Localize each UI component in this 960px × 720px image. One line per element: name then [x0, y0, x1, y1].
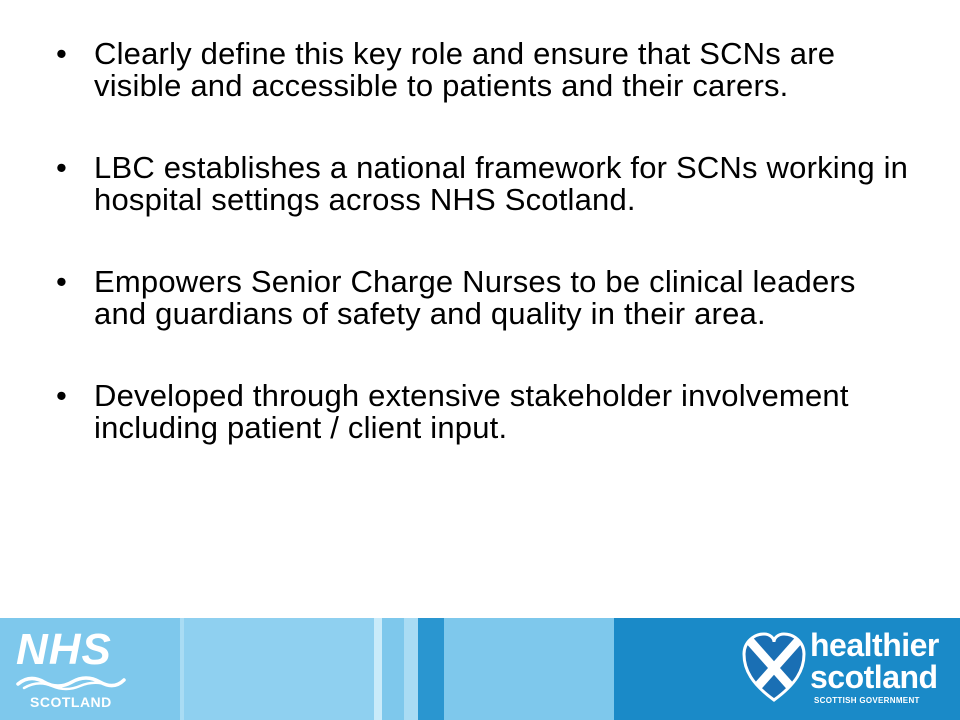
footer-band: [184, 618, 374, 720]
bullet-dot: •: [56, 150, 68, 185]
bullet-item: [56, 266, 916, 330]
healthier-scotland-line1: healthier: [810, 627, 939, 663]
bullet-dot: •: [56, 36, 68, 71]
healthier-scotland-line2: scotland: [810, 659, 938, 695]
saltire-heart-icon: [742, 632, 806, 704]
footer-band: [404, 618, 418, 720]
healthier-scotland-subtitle: SCOTTISH GOVERNMENT: [814, 696, 920, 705]
nhs-logo-title: NHS: [16, 625, 112, 674]
footer-band: [374, 618, 382, 720]
healthier-scotland-logo: [742, 624, 952, 716]
footer-band: [418, 618, 444, 720]
bullet-text: Clearly define this key role and ensure that SCNs are visible and accessible to patients and their carers.: [94, 36, 836, 103]
bullet-dot: •: [56, 264, 68, 299]
bullet-item: [56, 380, 916, 444]
footer-banner: [0, 618, 960, 720]
nhs-logo-subtitle: SCOTLAND: [30, 694, 112, 710]
footer-band: [382, 618, 404, 720]
nhs-logo-wave-icon: [16, 672, 126, 692]
bullet-list: [56, 38, 916, 494]
bullet-dot: •: [56, 378, 68, 413]
bullet-text: LBC establishes a national framework for SCNs working in hospital settings across NHS Scotland.: [94, 150, 909, 217]
bullet-item: [56, 38, 916, 102]
bullet-text: Developed through extensive stakeholder involvement including patient / client input.: [94, 378, 849, 445]
bullet-text: Empowers Senior Charge Nurses to be clinical leaders and guardians of safety and quality in their area.: [94, 264, 856, 331]
nhs-scotland-logo: [16, 625, 126, 714]
bullet-item: [56, 152, 916, 216]
footer-band: [444, 618, 614, 720]
